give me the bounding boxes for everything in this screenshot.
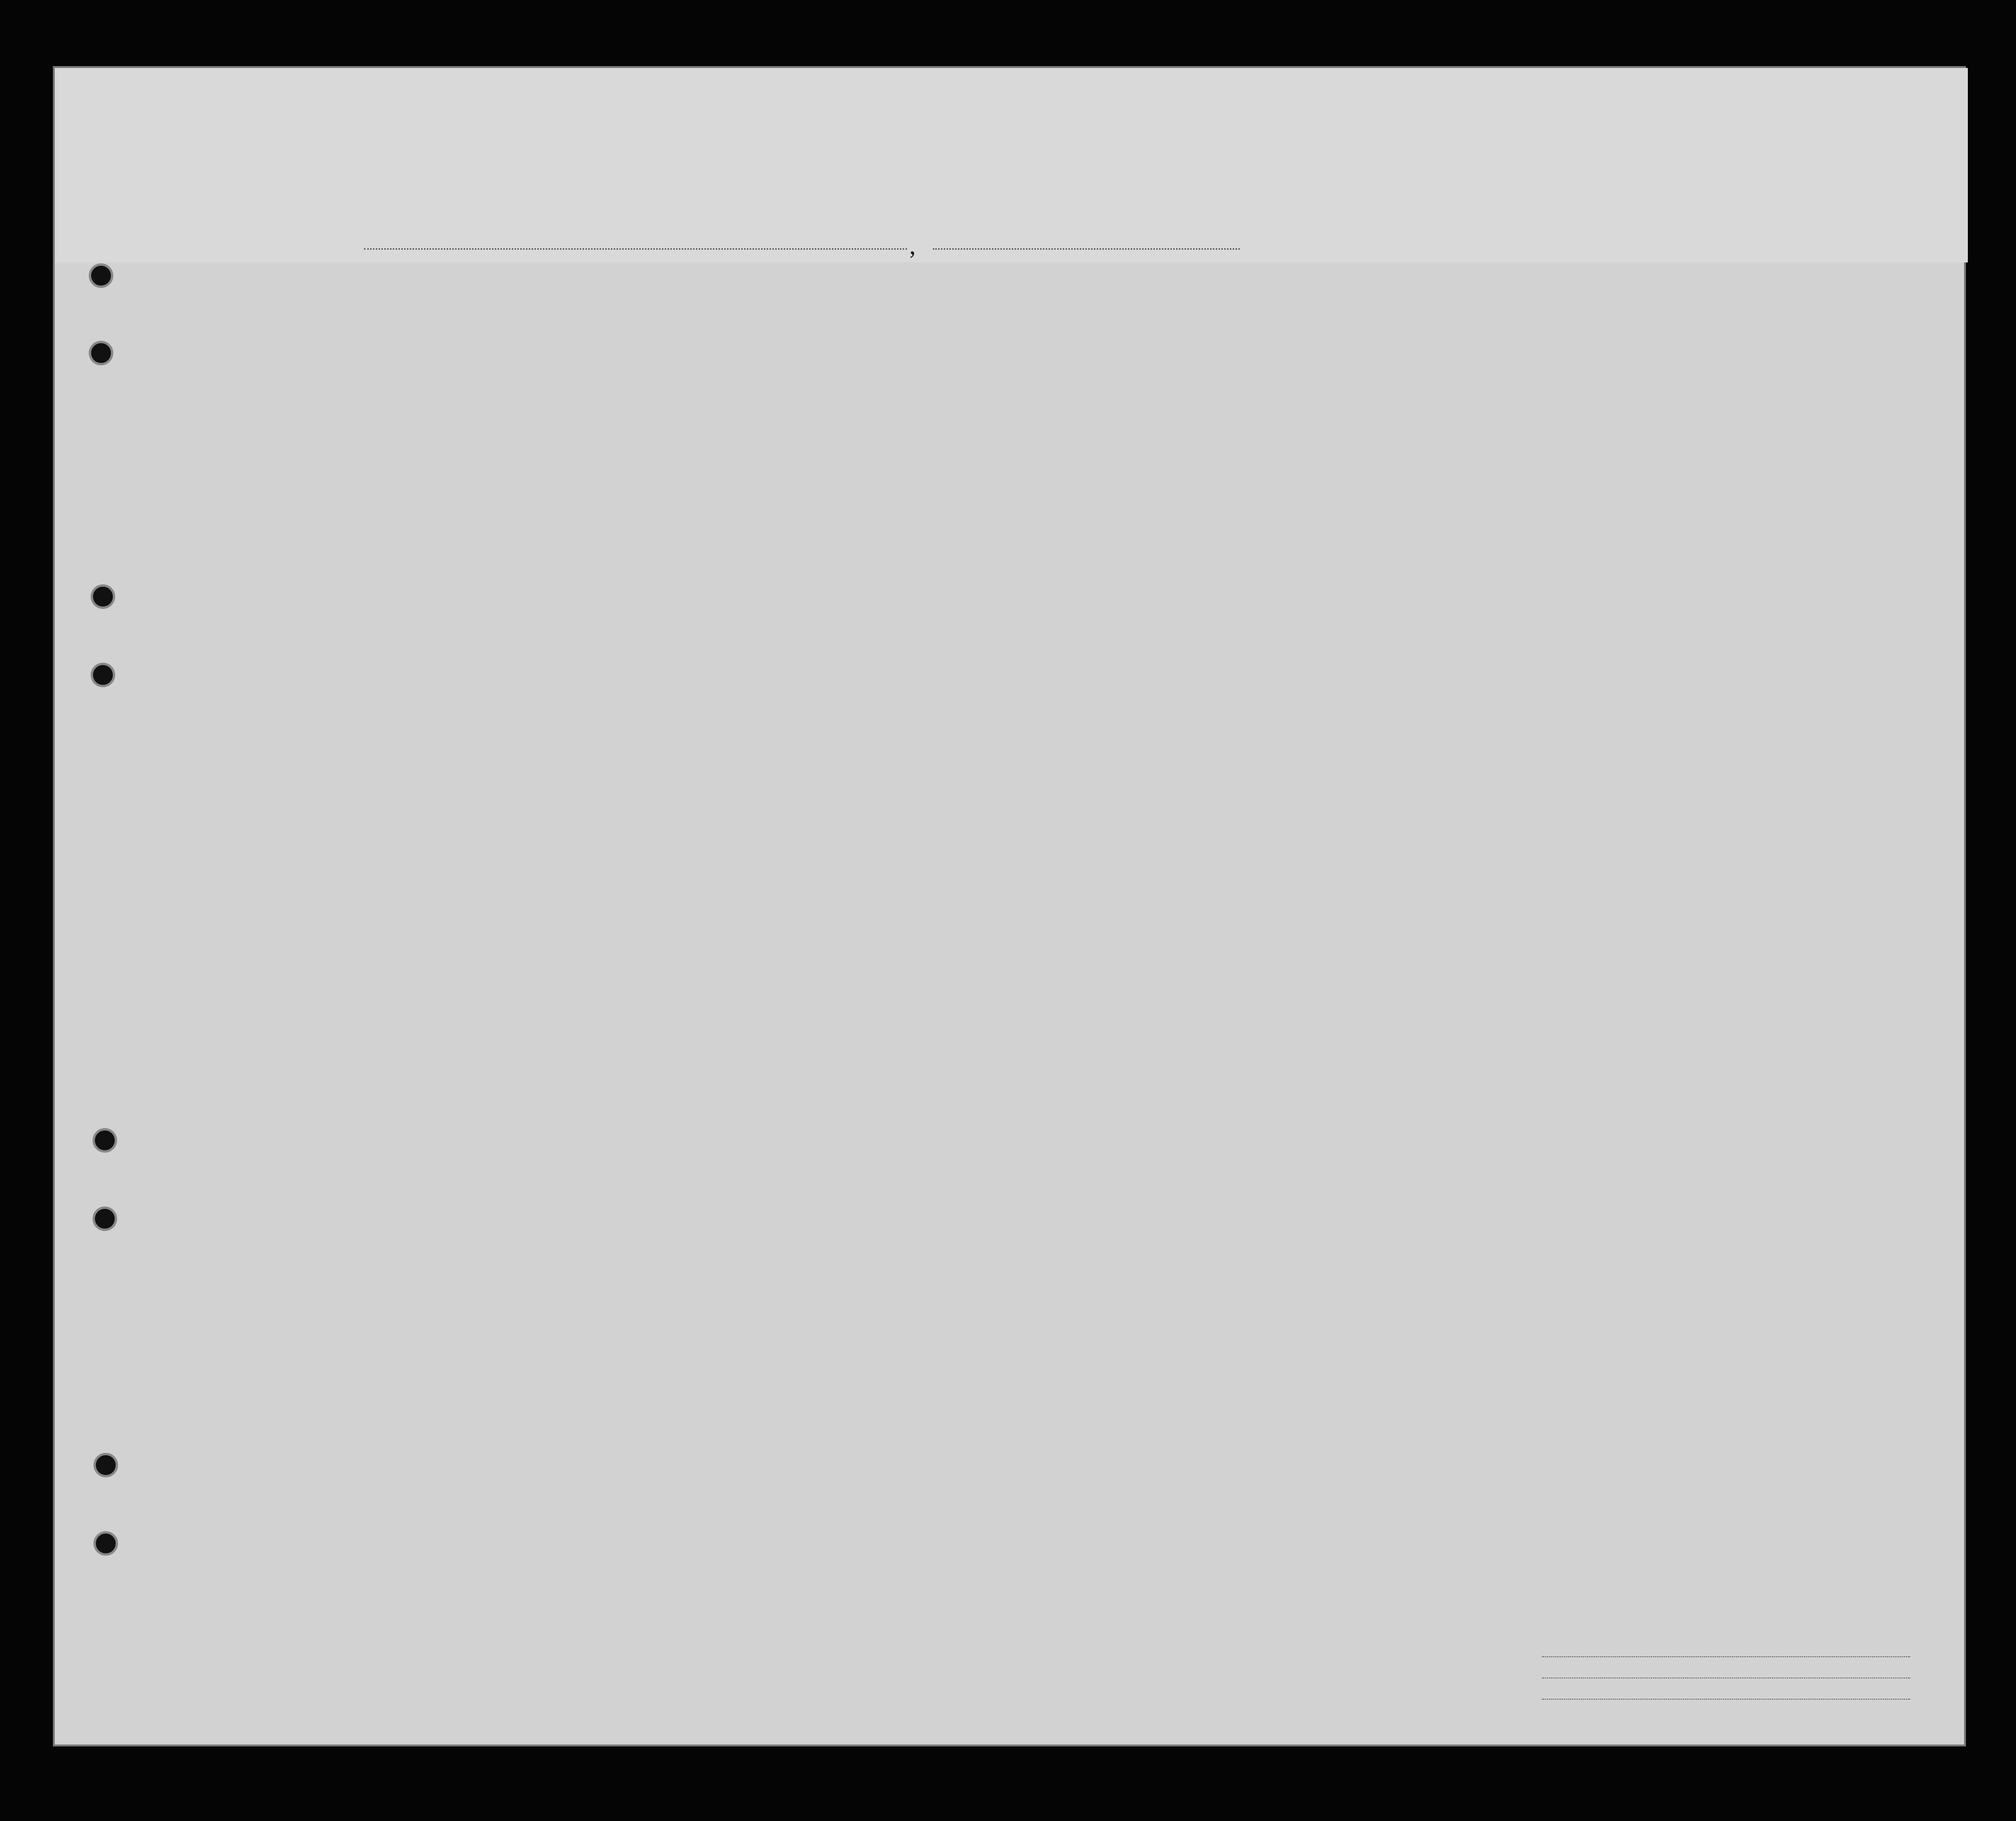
comma-1: , (909, 231, 916, 260)
manifest-grid (55, 68, 1968, 1748)
agents-field[interactable] (1542, 1699, 1910, 1700)
line-field[interactable] (1542, 1656, 1910, 1657)
binder-hole (93, 1453, 118, 1477)
binder-hole (89, 263, 113, 288)
binder-hole (89, 341, 113, 365)
binder-hole (93, 1531, 118, 1556)
manifest-sheet (53, 66, 1966, 1746)
binder-hole (91, 584, 115, 609)
binder-hole (93, 1206, 117, 1231)
binder-hole (93, 1128, 117, 1153)
binder-hole (91, 663, 115, 687)
